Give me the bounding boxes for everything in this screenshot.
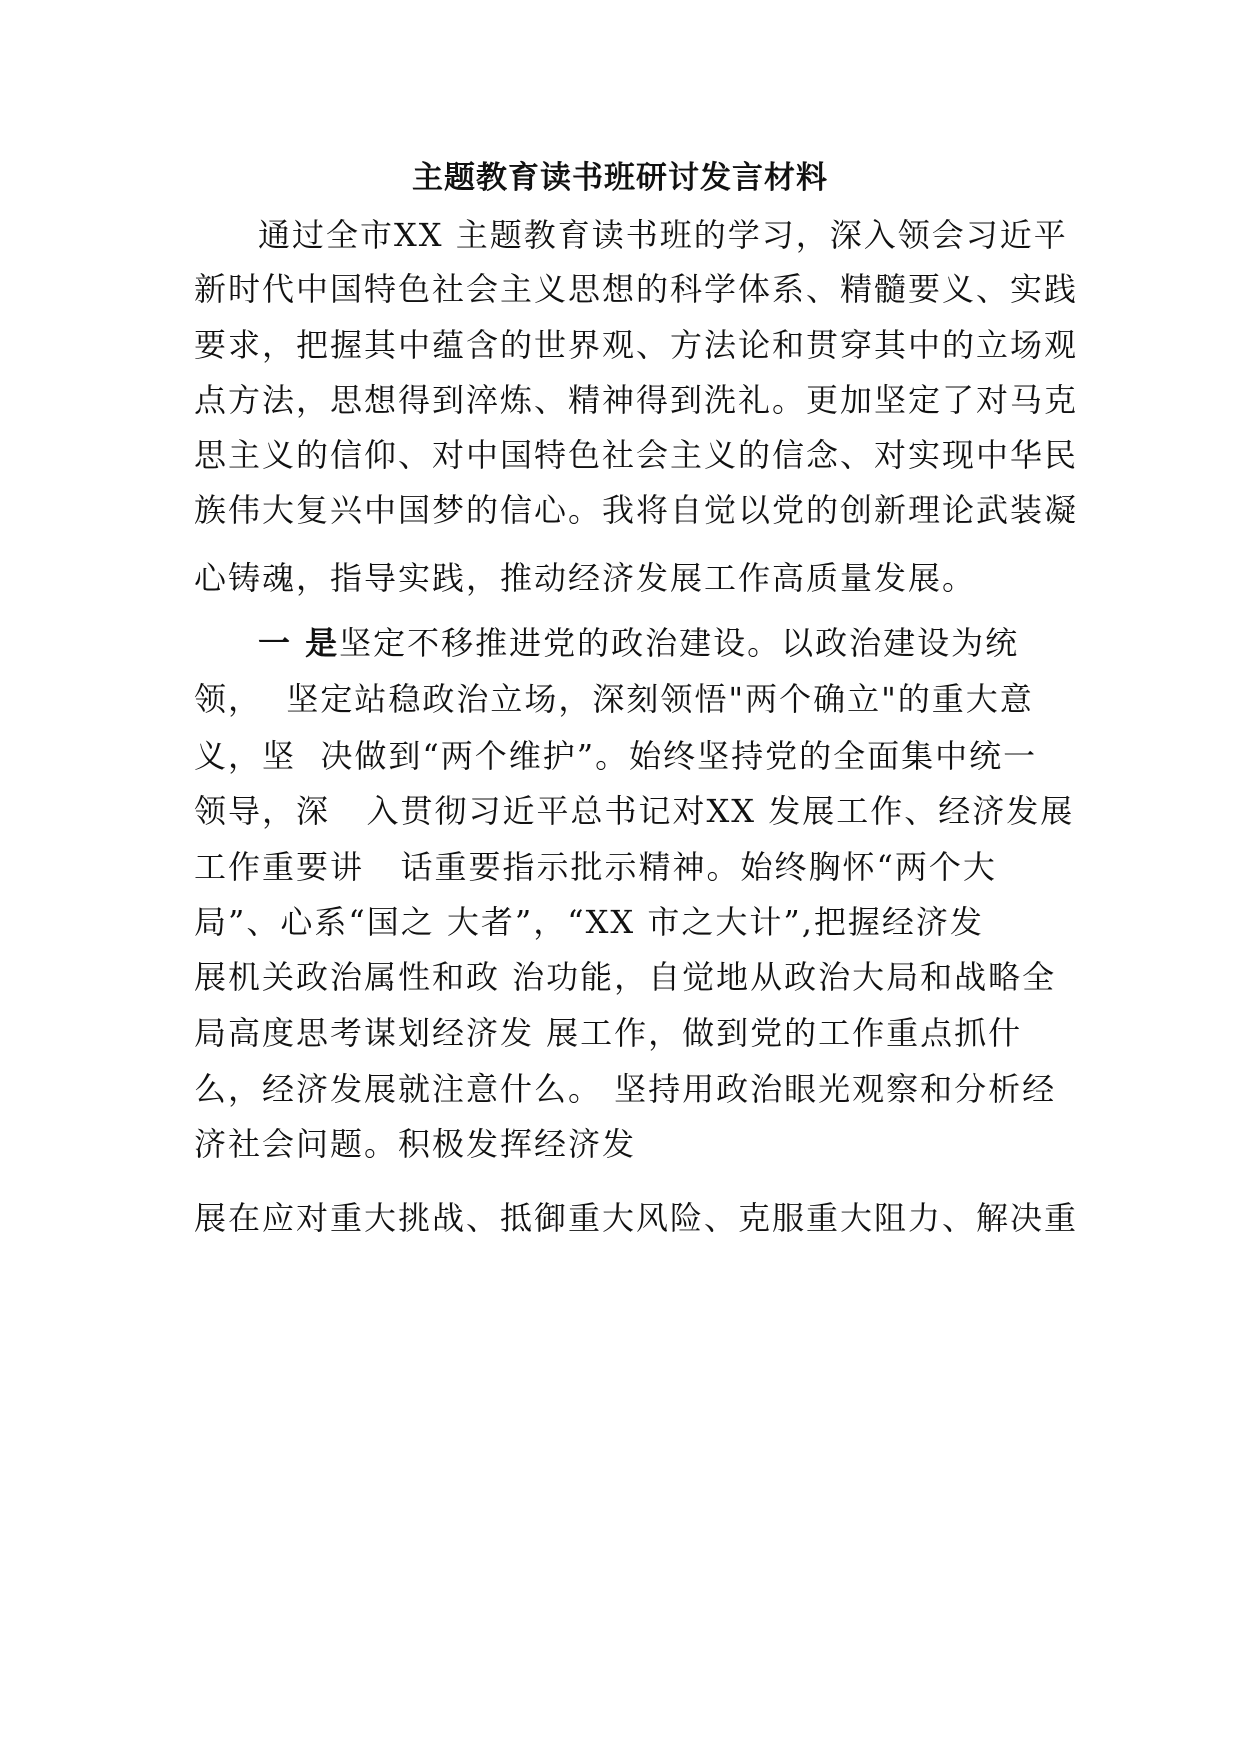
- paragraph-line: 新时代中国特色社会主义思想的科学体系、精髓要义、实践: [194, 270, 1079, 308]
- paragraph-line: 领， 坚定站稳政治立场，深刻领悟"两个确立"的重大意: [194, 680, 1034, 718]
- paragraph-first-line: [258, 620, 1019, 666]
- paragraph-line: 局”、心系“国之 大者”，“XX 市之大计”,把握经济发: [194, 903, 984, 941]
- paragraph-line: 领导，深 入贯彻习近平总书记对XX 发展工作、经济发展: [194, 792, 1075, 830]
- paragraph-line: 要求，把握其中蕴含的世界观、方法论和贯穿其中的立场观: [194, 326, 1079, 364]
- paragraph-line: 思主义的信仰、对中国特色社会主义的信念、对实现中华民: [194, 436, 1079, 474]
- paragraph-line: 局高度思考谋划经济发 展工作，做到党的工作重点抓什: [194, 1014, 1023, 1052]
- paragraph-line: 么，经济发展就注意什么。 坚持用政治眼光观察和分析经: [194, 1070, 1057, 1108]
- paragraph-line: 工作重要讲 话重要指示批示精神。始终胸怀“两个大: [194, 848, 997, 886]
- paragraph-line: 展机关政治属性和政 治功能，自觉地从政治大局和战略全: [194, 958, 1057, 996]
- paragraph-line: 义，坚 决做到“两个维护”。始终坚持党的全面集中统一: [194, 737, 1038, 775]
- section-lead: 一 是: [258, 624, 340, 662]
- paragraph-line: 展在应对重大挑战、抵御重大风险、克服重大阻力、解决重: [194, 1199, 1079, 1237]
- paragraph-line: 心铸魂，指导实践，推动经济发展工作高质量发展。: [194, 559, 977, 597]
- document-title: 主题教育读书班研讨发言材料: [412, 160, 828, 196]
- paragraph-line: 点方法，思想得到淬炼、精神得到洗礼。更加坚定了对马克: [194, 381, 1079, 419]
- paragraph-line: 族伟大复兴中国梦的信心。我将自觉以党的创新理论武装凝: [194, 491, 1079, 529]
- section-heading-text: 坚定不移推进党的政治建设。以政治建设为统: [339, 624, 1020, 662]
- paragraph-line: 济社会问题。积极发挥经济发: [194, 1125, 637, 1163]
- paragraph-line: 通过全市XX 主题教育读书班的学习，深入领会习近平: [258, 216, 1068, 254]
